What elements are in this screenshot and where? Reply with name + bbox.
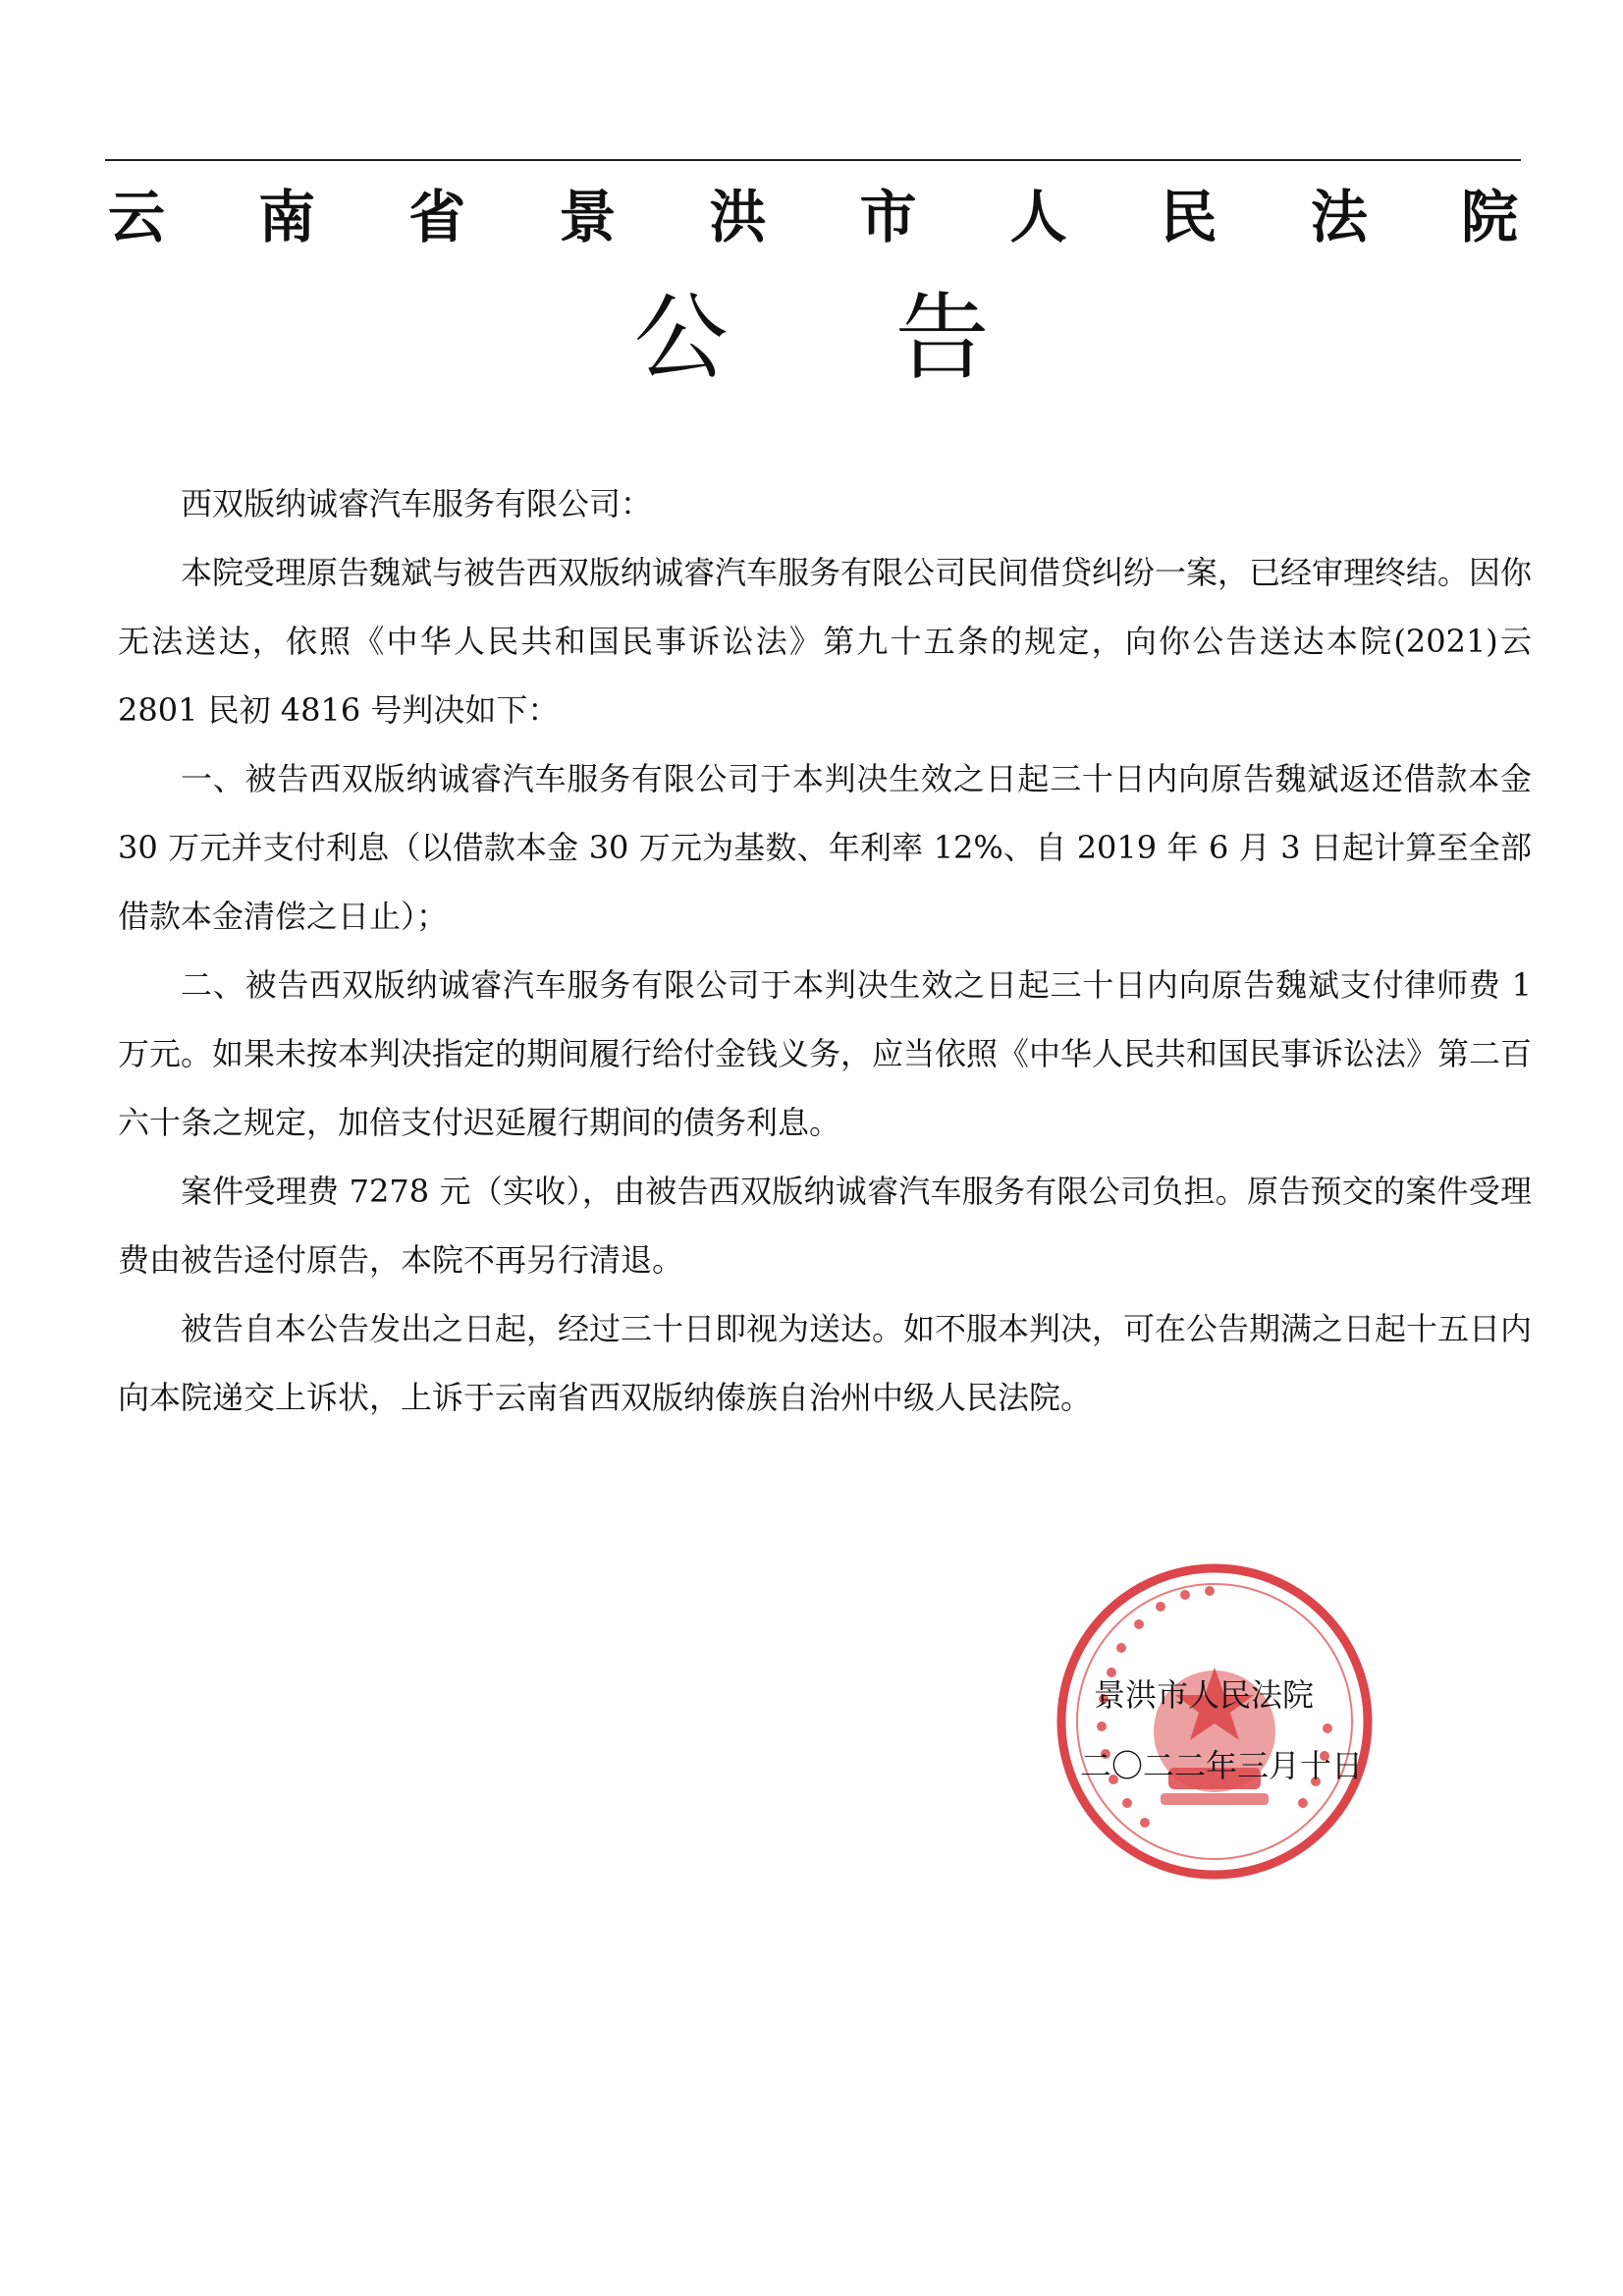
court-name-char: 法 — [1310, 184, 1368, 250]
court-name-char: 民 — [1160, 184, 1217, 250]
announcement-body — [118, 469, 1532, 1432]
court-name-heading — [108, 173, 1518, 251]
title-char: 公 — [633, 283, 729, 393]
signature-block — [1080, 1660, 1434, 1801]
body-paragraph: 被告自本公告发出之日起，经过三十日即视为送达。如不服本判决，可在公告期满之日起十五日内向本院递交上诉状，上诉于云南省西双版纳傣族自治州中级人民法院。 — [118, 1310, 1533, 1416]
court-name-char: 景 — [559, 184, 617, 250]
header-rule — [105, 159, 1521, 161]
court-name-char: 云 — [108, 184, 166, 250]
court-name-char: 院 — [1460, 184, 1518, 250]
addressee: 西双版纳诚睿汽车服务有限公司： — [181, 485, 653, 522]
title-char: 告 — [894, 283, 990, 393]
signing-date: 二〇二二年三月十日 — [1080, 1747, 1364, 1784]
court-name-char: 南 — [258, 184, 316, 250]
court-name-char: 人 — [1009, 184, 1067, 250]
court-name-char: 省 — [408, 184, 466, 250]
body-paragraph: 案件受理费 7278 元（实收），由被告西双版纳诚睿汽车服务有限公司负担。原告预交的案件受理费由被告迳付原告，本院不再另行清退。 — [118, 1173, 1532, 1279]
court-name-char: 洪 — [709, 184, 767, 250]
body-paragraph: 二、被告西双版纳诚睿汽车服务有限公司于本判决生效之日起三十日内向原告魏斌支付律师费 1 万元。如果未按本判决指定的期间履行给付金钱义务，应当依照《中华人民共和国民事诉讼法》第二百六十条之规定，加倍支付迟延履行期间的债务利息。 — [118, 966, 1533, 1141]
body-paragraph: 一、被告西双版纳诚睿汽车服务有限公司于本判决生效之日起三十日内向原告魏斌返还借款本金 30 万元并支付利息（以借款本金 30 万元为基数、年利率 12%、自 2019 年 6 月 3 日起计算至全部借款本金清偿之日止）； — [118, 760, 1532, 935]
body-paragraph: 本院受理原告魏斌与被告西双版纳诚睿汽车服务有限公司民间借贷纠纷一案，已经审理终结。因你无法送达，依照《中华人民共和国民事诉讼法》第九十五条的规定，向你公告送达本院(2021)云 2801 民初 4816 号判决如下： — [118, 554, 1533, 729]
signing-court: 景洪市人民法院 — [1094, 1676, 1315, 1714]
court-name-char: 市 — [859, 184, 917, 250]
document-title — [0, 263, 1623, 393]
